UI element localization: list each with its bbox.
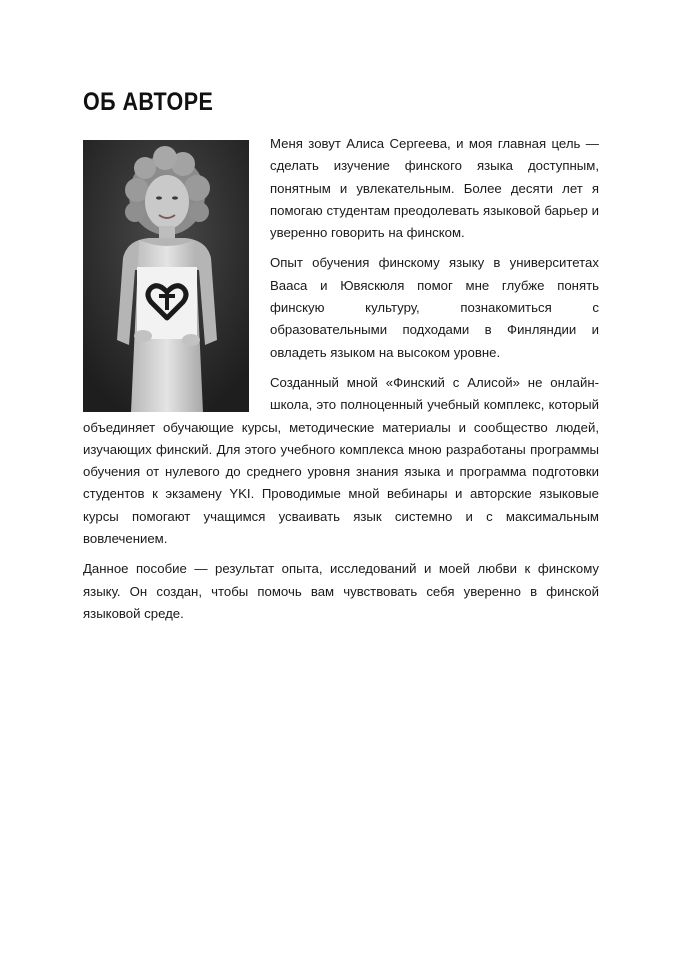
article-body <box>83 133 599 633</box>
paragraph-book: Данное пособие — результат опыта, исследований и моей любви к финскому языку. Он создан, чтобы помочь вам чувствовать себя уверенно в финской языковой среде. <box>83 561 599 621</box>
paragraph-experience: Опыт обучения финскому языку в университетах Вааса и Ювяскюля помог мне глубже понять финскую культуру, познакомиться с образовательными подходами в Финляндии и овладеть языком на высоком уровне. <box>270 255 599 360</box>
author-portrait-illustration <box>83 140 249 412</box>
paragraph-intro: Меня зовут Алиса Сергеева, и моя главная цель — сделать изучение финского языка доступным, понятным и увлекательным. Более десяти лет я помогаю студентам преодолевать языковой барьер и уверенно говорить на финском. <box>270 136 599 241</box>
author-photo <box>83 140 249 412</box>
face-shape <box>145 175 189 229</box>
page-title: ОБ АВТОРЕ <box>83 88 214 116</box>
paragraph-school: Созданный мной «Финский с Алисой» не онлайн-школа, это полноценный учебный комплекс, который объединяет обучающие курсы, методические материалы и сообщество людей, изучающих финский. Для этого учебного комплекса мною разработаны программы обучения от нулевого до среднего уровня знания языка и программа подготовки студентов к экзамену YKI. Проводимые мной вебинары и авторские языковые курсы помогают учащимся усваивать язык системно и с максимальным вовлечением. <box>83 374 599 547</box>
